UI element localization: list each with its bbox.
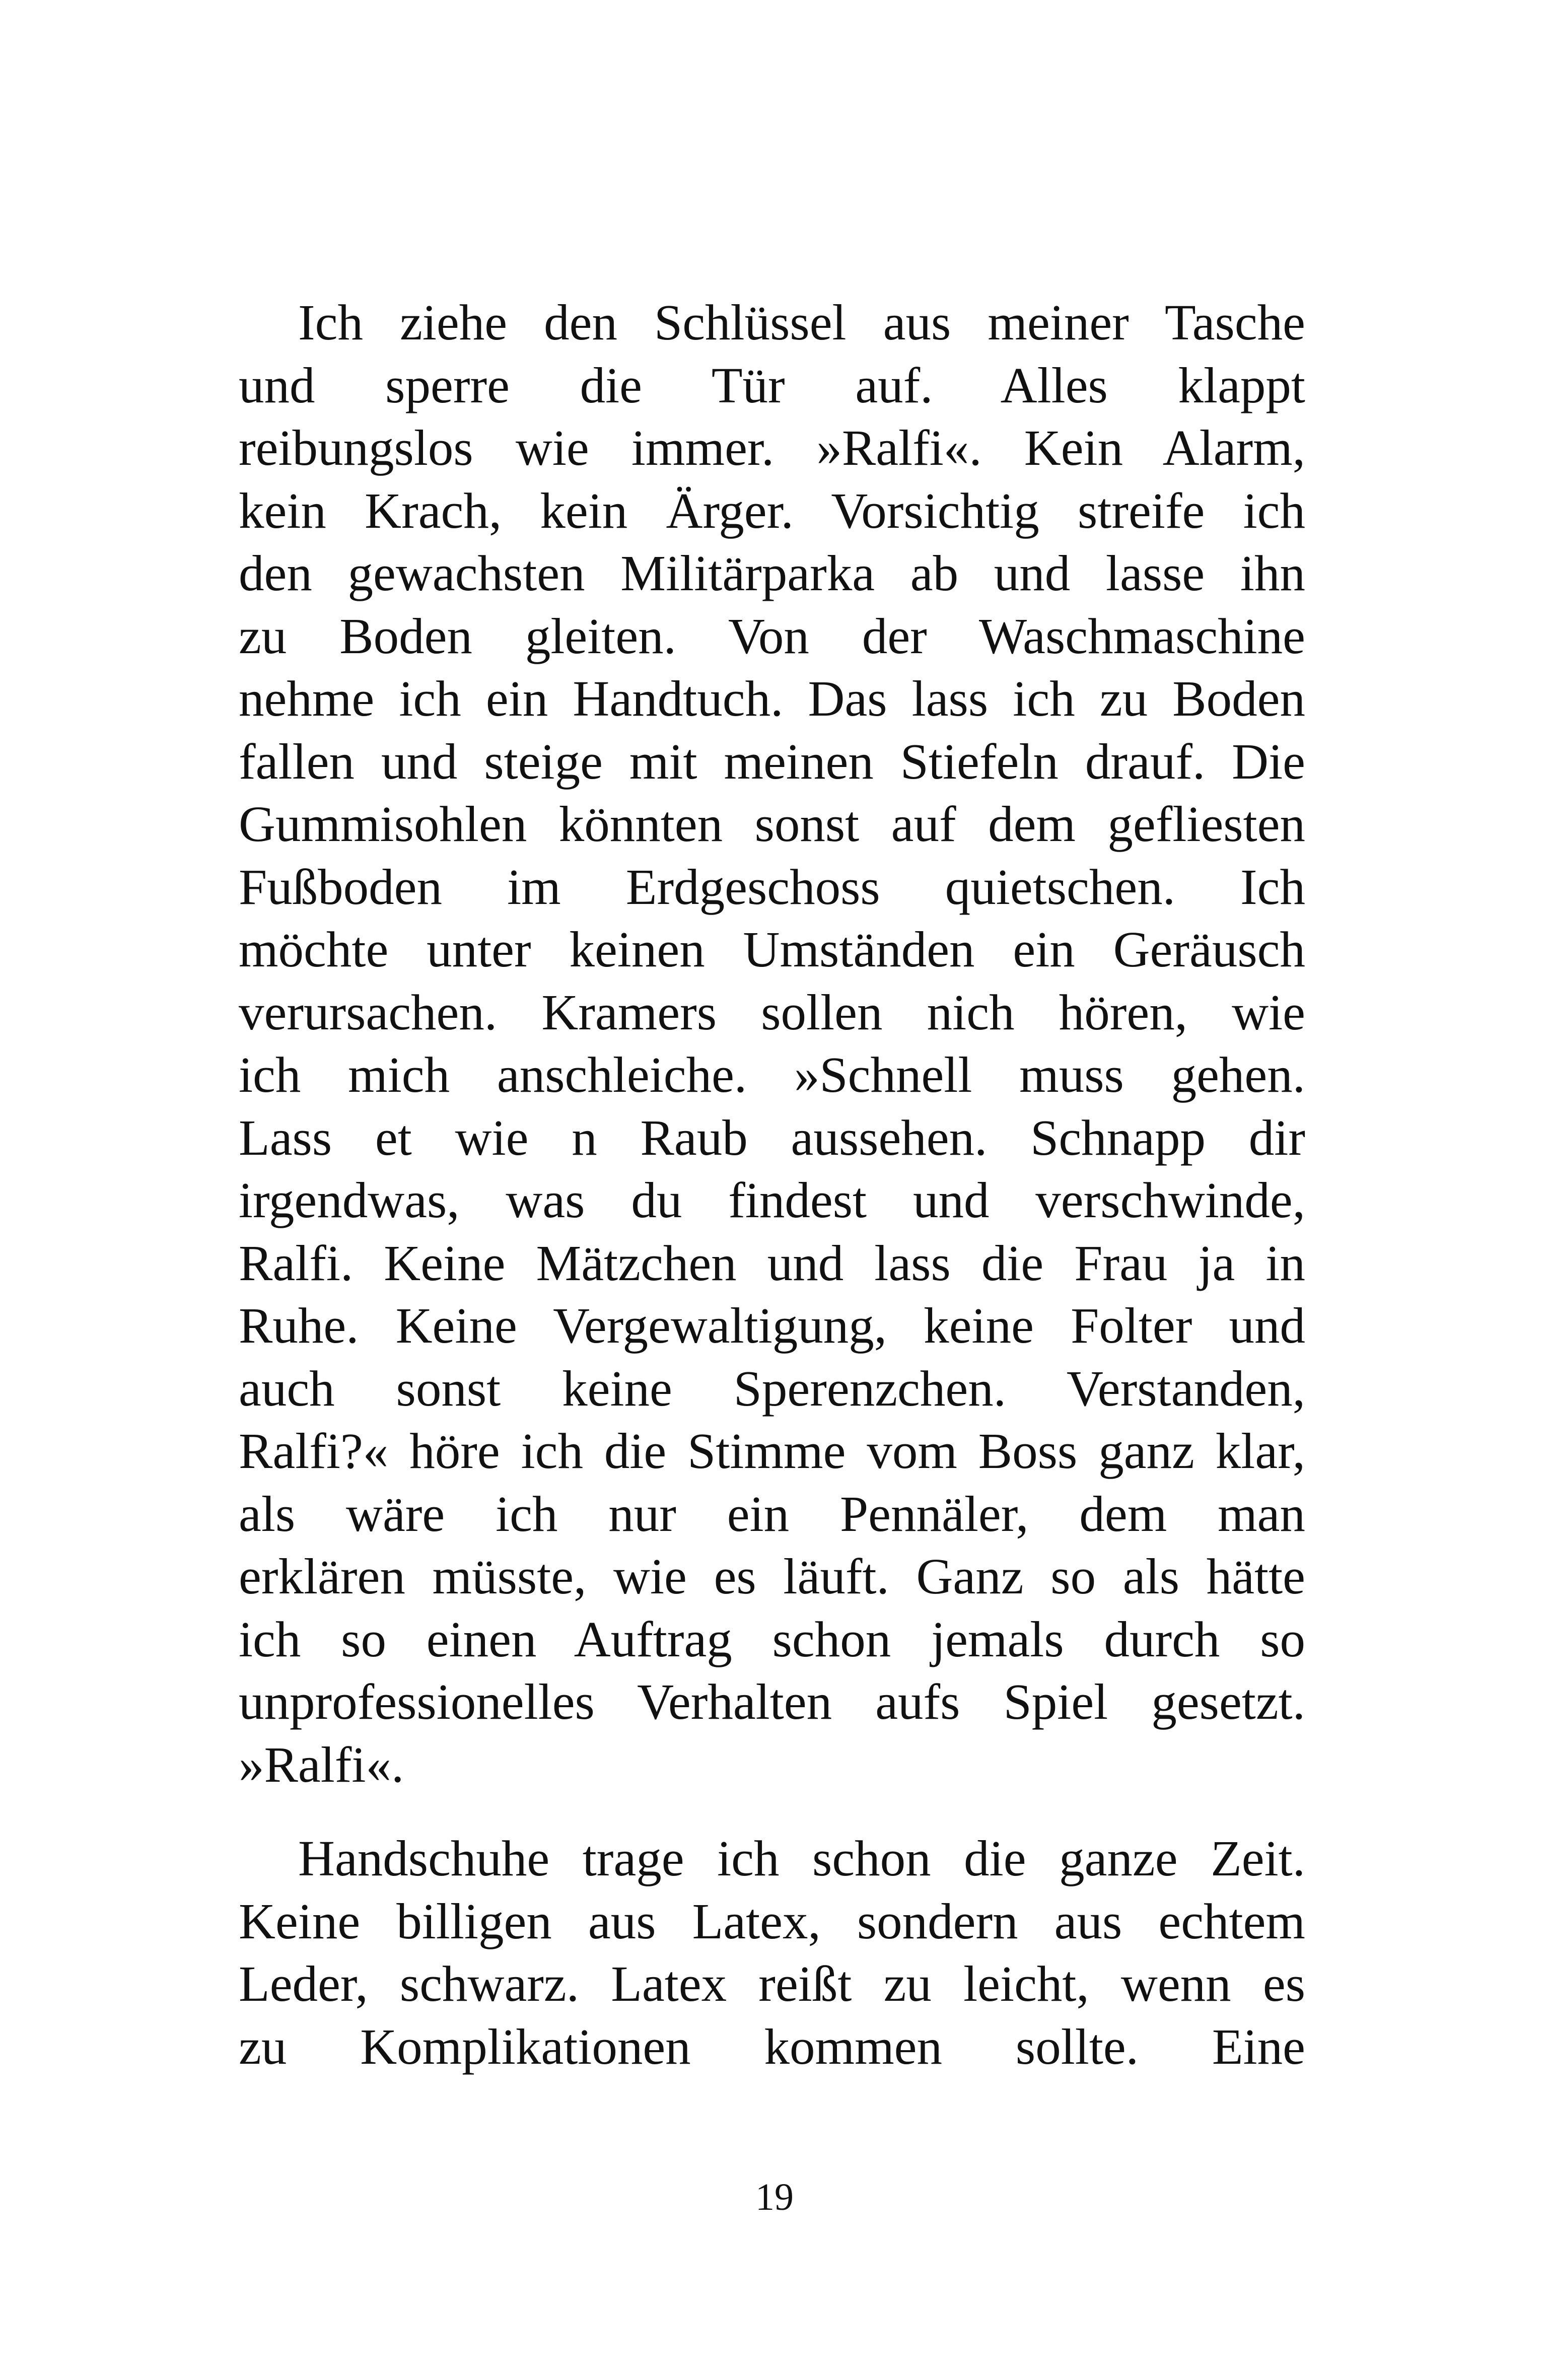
text-line: Keine billigen aus Latex, sondern aus echtem [239, 1893, 1305, 1949]
text-line: ich so einen Auftrag schon jemals durch so [239, 1611, 1305, 1667]
text-line: Ralfi. Keine Mätzchen und lass die Frau ja in [239, 1234, 1305, 1291]
text-line: Ruhe. Keine Vergewaltigung, keine Folter und [239, 1297, 1305, 1354]
text-line: zu Komplikationen kommen sollte. Eine [239, 2018, 1305, 2075]
text-line: zu Boden gleiten. Von der Waschmaschine [239, 607, 1305, 664]
text-line: Ralfi?« höre ich die Stimme vom Boss ganz klar, [239, 1423, 1305, 1479]
text-line: Gummisohlen könnten sonst auf dem gefliesten [239, 796, 1305, 852]
text-line: Handschuhe trage ich schon die ganze Zeit. [298, 1830, 1305, 1886]
text-line: Lass et wie n Raub aussehen. Schnapp dir [239, 1109, 1305, 1166]
text-line: möchte unter keinen Umständen ein Geräusch [239, 921, 1305, 977]
text-line: Ich ziehe den Schlüssel aus meiner Tasche [298, 294, 1305, 351]
text-line: den gewachsten Militärparka ab und lasse ihn [239, 545, 1305, 601]
text-line: auch sonst keine Sperenzchen. Verstanden, [239, 1360, 1305, 1417]
text-line: fallen und steige mit meinen Stiefeln drauf. Die [239, 733, 1305, 790]
paragraph-1 [239, 291, 1305, 1796]
paragraph-2 [239, 1827, 1305, 2078]
text-line: erklären müsste, wie es läuft. Ganz so als hätte [239, 1548, 1305, 1604]
text-line: nehme ich ein Handtuch. Das lass ich zu Boden [239, 670, 1305, 727]
text-line: verursachen. Kramers sollen nich hören, wie [239, 984, 1305, 1040]
text-line: Fußboden im Erdgeschoss quietschen. Ich [239, 858, 1305, 915]
text-line: reibungslos wie immer. »Ralfi«. Kein Alarm, [239, 419, 1305, 476]
body-text [239, 291, 1305, 2078]
text-line: ich mich anschleiche. »Schnell muss gehen. [239, 1046, 1305, 1103]
text-line: Leder, schwarz. Latex reißt zu leicht, wenn es [239, 1955, 1305, 2012]
text-line: als wäre ich nur ein Pennäler, dem man [239, 1485, 1305, 1542]
text-line: irgendwas, was du findest und verschwinde, [239, 1172, 1305, 1228]
text-line: kein Krach, kein Ärger. Vorsichtig streife ich [239, 482, 1305, 539]
text-line: »Ralfi«. [239, 1736, 404, 1793]
page-number: 19 [755, 2176, 794, 2218]
text-line: und sperre die Tür auf. Alles klappt [239, 357, 1305, 413]
text-line: unprofessionelles Verhalten aufs Spiel gesetzt. [239, 1673, 1305, 1730]
paragraph-spacing [239, 1796, 1305, 1827]
